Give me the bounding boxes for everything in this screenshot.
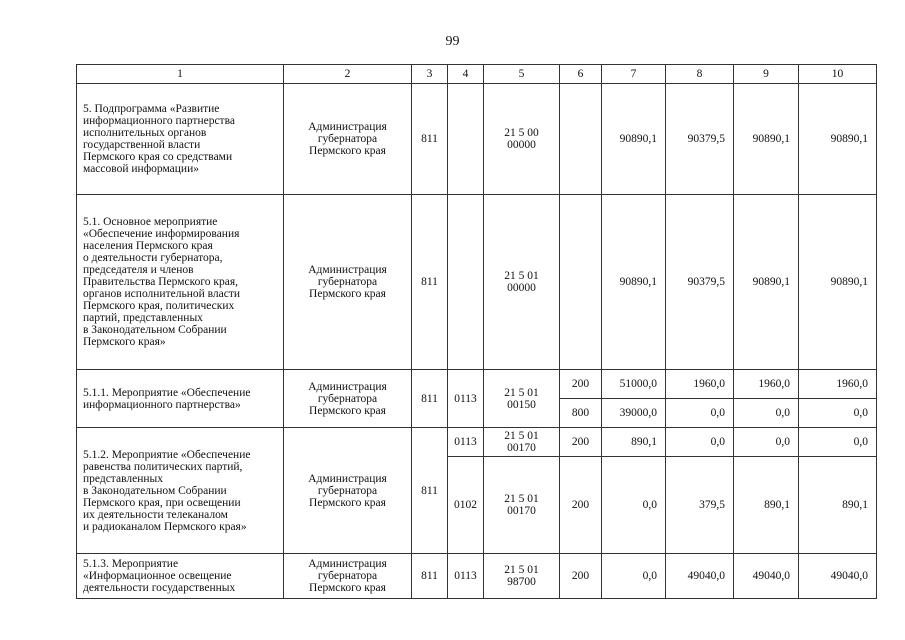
table-row [77,554,877,599]
code-cell: 811 [412,428,448,554]
code-cell: 811 [412,84,448,195]
amount-cell: 1960,0 [799,370,877,399]
header-cell: 4 [448,65,484,84]
admin-cell: Администрация губернатора Пермского края [284,370,412,428]
type-cell: 200 [560,457,602,554]
amount-cell: 0,0 [734,428,799,457]
header-cell: 8 [666,65,734,84]
table-row [77,428,877,457]
target-code-cell: 21 5 01 00170 [484,457,560,554]
code-cell: 811 [412,195,448,370]
amount-cell: 90379,5 [666,84,734,195]
section-cell: 0102 [448,457,484,554]
header-cell: 3 [412,65,448,84]
amount-cell: 90890,1 [734,84,799,195]
amount-cell: 0,0 [734,399,799,428]
admin-cell: Администрация губернатора Пермского края [284,84,412,195]
amount-cell: 90890,1 [734,195,799,370]
admin-cell: Администрация губернатора Пермского края [284,428,412,554]
code-cell: 811 [412,554,448,599]
type-cell [560,84,602,195]
page-number: 99 [445,34,460,49]
amount-cell: 379,5 [666,457,734,554]
header-row [77,65,877,84]
amount-cell: 0,0 [602,554,666,599]
amount-cell: 0,0 [799,428,877,457]
type-cell [560,195,602,370]
header-cell: 6 [560,65,602,84]
type-cell: 200 [560,428,602,457]
table-row [77,195,877,370]
admin-cell: Администрация губернатора Пермского края [284,554,412,599]
amount-cell: 51000,0 [602,370,666,399]
target-code-cell: 21 5 00 00000 [484,84,560,195]
header-cell: 5 [484,65,560,84]
amount-cell: 0,0 [666,399,734,428]
amount-cell: 49040,0 [666,554,734,599]
header-cell: 9 [734,65,799,84]
program-name-cell: 5.1.2. Мероприятие «Обеспечение равенства политических партий, представленных в Законодательном Собрании Пермского края, при освещении их деятельности телеканалом и радиоканалом Пермского края» [77,428,284,554]
target-code-cell: 21 5 01 00000 [484,195,560,370]
header-cell: 7 [602,65,666,84]
program-name-cell: 5.1. Основное мероприятие «Обеспечение информирования населения Пермского края о деятельности губернатора, председателя и членов Правительства Пермского края, органов исполнительной власти Пермского края, политических партий, представленных в Законодательном Собрании Пермского края» [77,195,284,370]
type-cell: 800 [560,399,602,428]
amount-cell: 90890,1 [602,84,666,195]
amount-cell: 90890,1 [799,84,877,195]
table-row [77,370,877,399]
amount-cell: 49040,0 [799,554,877,599]
amount-cell: 90890,1 [799,195,877,370]
amount-cell: 890,1 [799,457,877,554]
section-cell [448,195,484,370]
program-name-cell: 5.1.1. Мероприятие «Обеспечение информационного партнерства» [77,370,284,428]
section-cell: 0113 [448,554,484,599]
target-code-cell: 21 5 01 00170 [484,428,560,457]
table-row [77,84,877,195]
target-code-cell: 21 5 01 98700 [484,554,560,599]
type-cell: 200 [560,370,602,399]
amount-cell: 1960,0 [734,370,799,399]
section-cell [448,84,484,195]
section-cell: 0113 [448,370,484,428]
program-name-cell: 5. Подпрограмма «Развитие информационного партнерства исполнительных органов государственной власти Пермского края со средствами массовой информации» [77,84,284,195]
header-cell: 10 [799,65,877,84]
section-cell: 0113 [448,428,484,457]
amount-cell: 49040,0 [734,554,799,599]
amount-cell: 39000,0 [602,399,666,428]
program-name-cell: 5.1.3. Мероприятие «Информационное освещение деятельности государственных [77,554,284,599]
target-code-cell: 21 5 01 00150 [484,370,560,428]
amount-cell: 0,0 [666,428,734,457]
amount-cell: 90890,1 [602,195,666,370]
amount-cell: 90379,5 [666,195,734,370]
admin-cell: Администрация губернатора Пермского края [284,195,412,370]
amount-cell: 890,1 [734,457,799,554]
budget-table [76,64,877,599]
header-cell: 1 [77,65,284,84]
type-cell: 200 [560,554,602,599]
amount-cell: 0,0 [602,457,666,554]
header-cell: 2 [284,65,412,84]
code-cell: 811 [412,370,448,428]
amount-cell: 1960,0 [666,370,734,399]
amount-cell: 890,1 [602,428,666,457]
amount-cell: 0,0 [799,399,877,428]
